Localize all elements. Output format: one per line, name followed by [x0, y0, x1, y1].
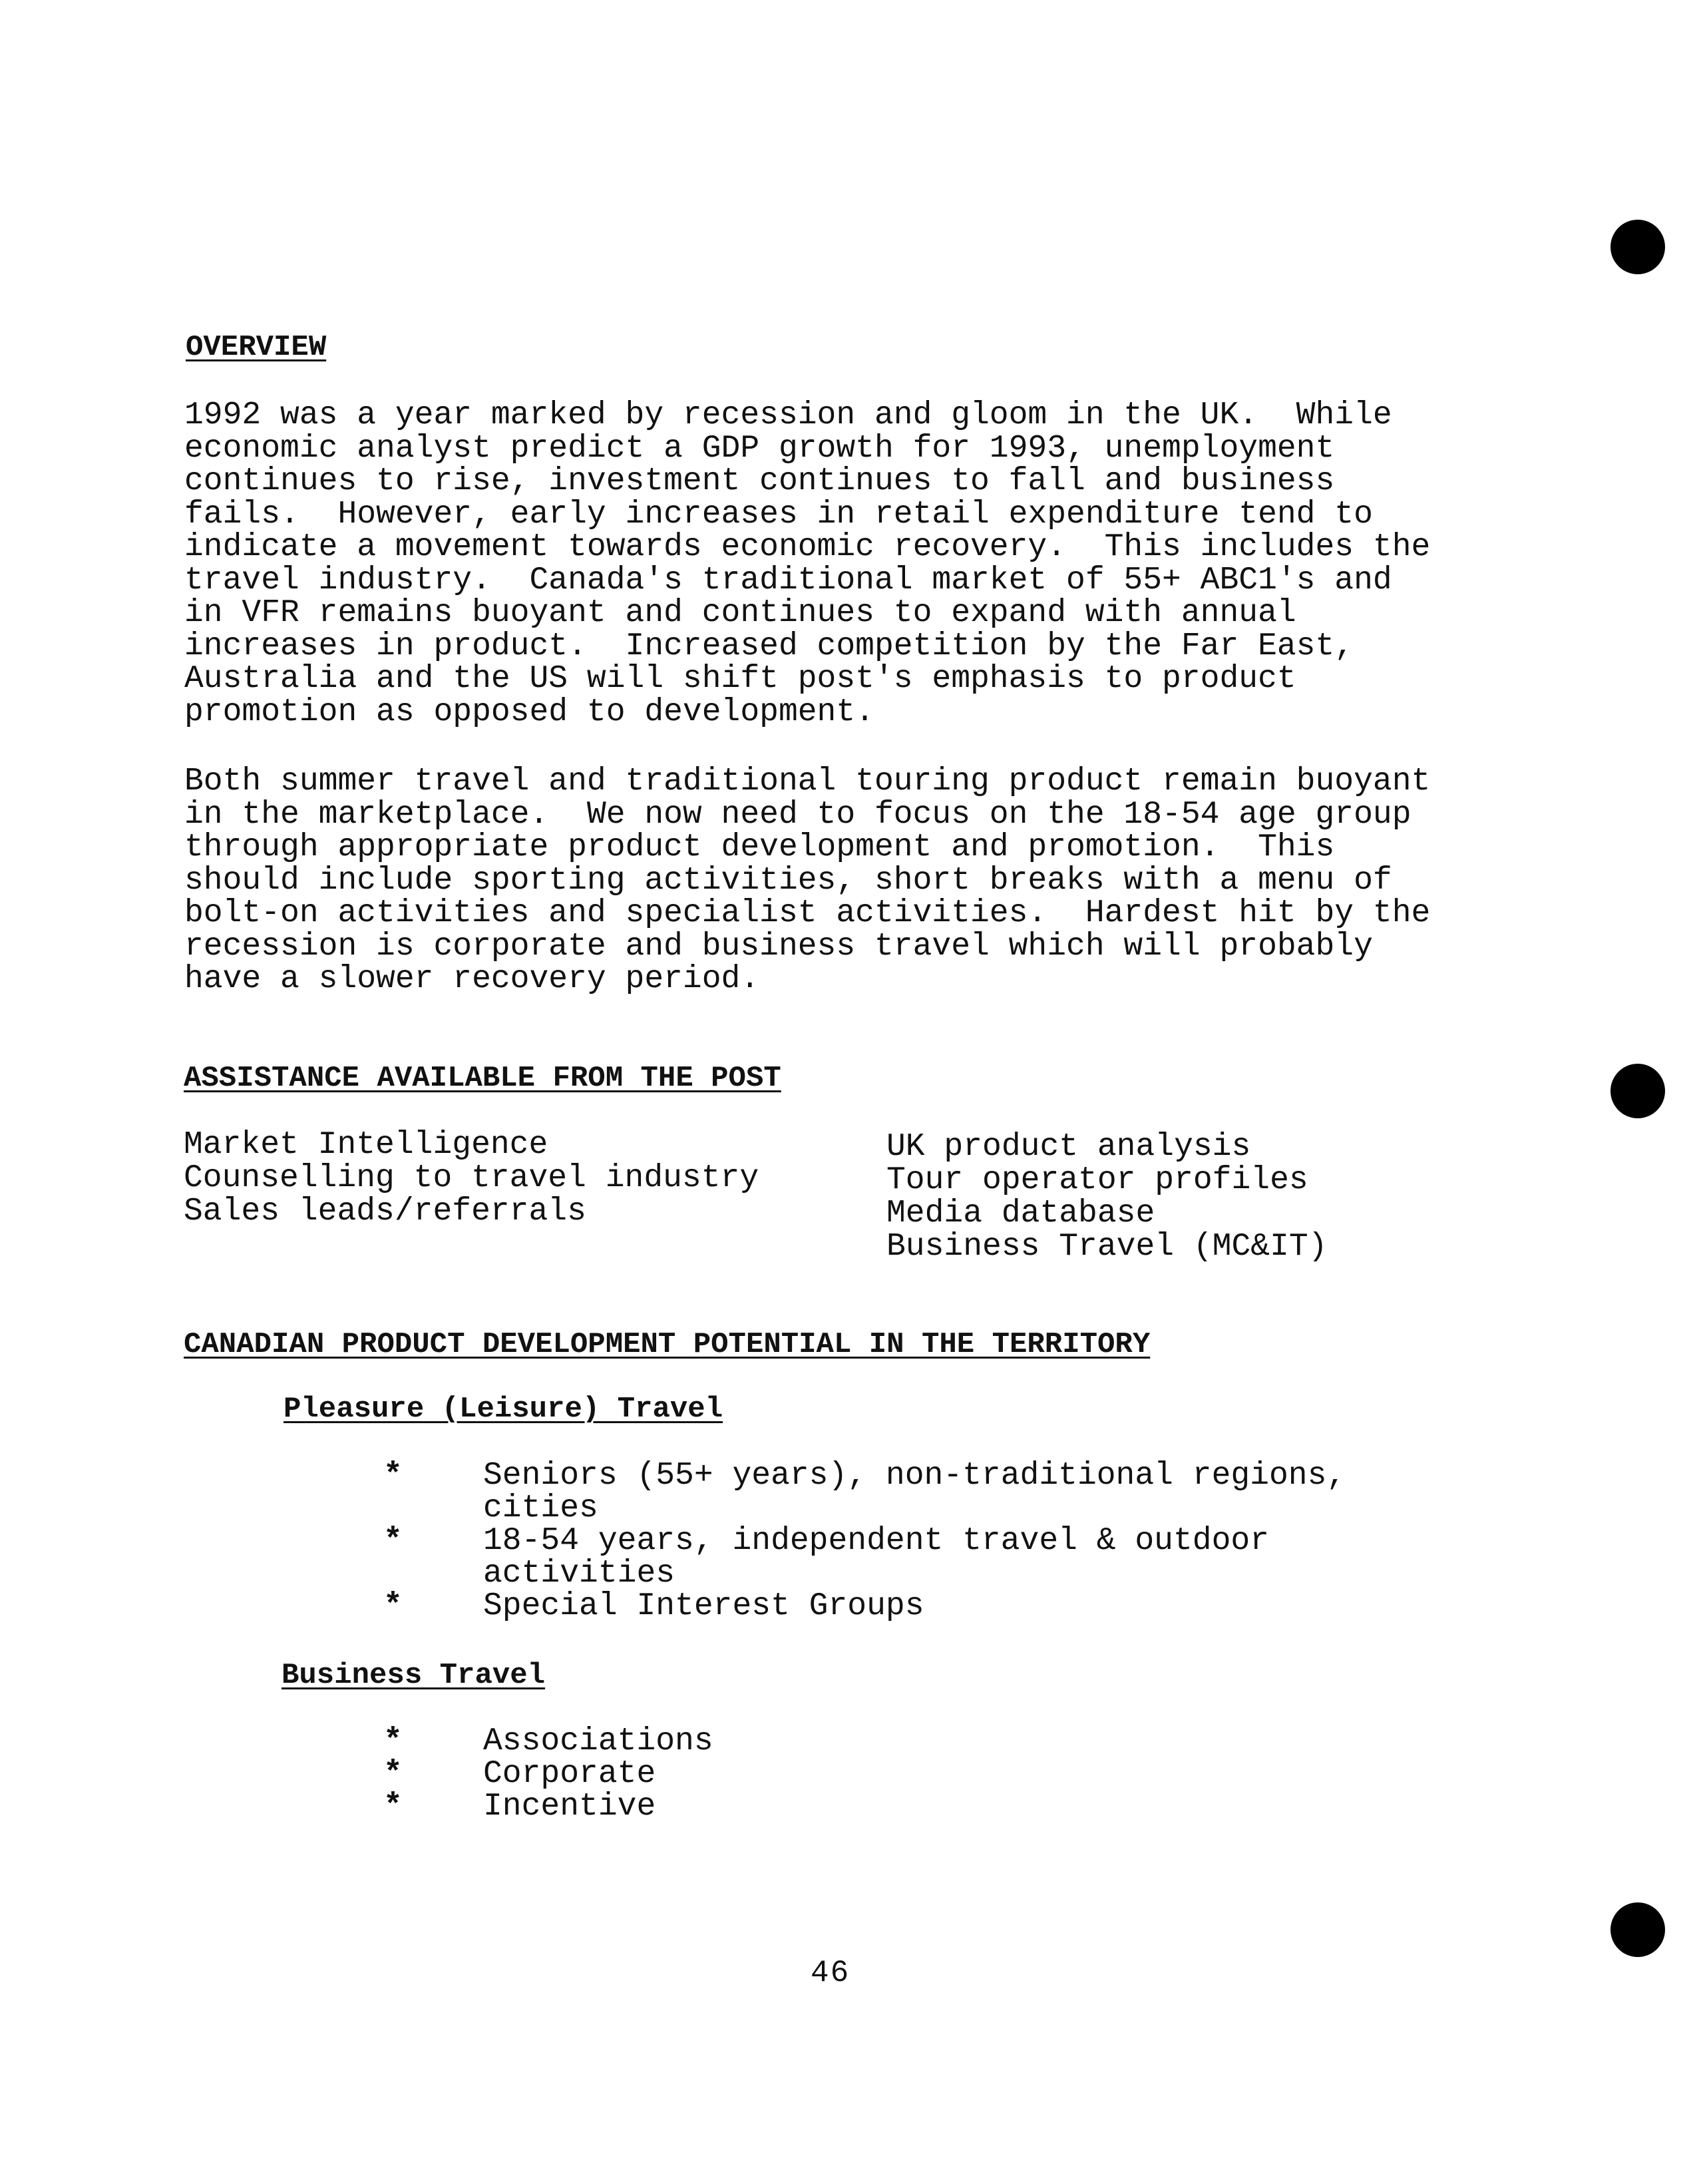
assistance-item: Sales leads/referrals: [184, 1194, 586, 1229]
bullet-star: *: [383, 1523, 403, 1559]
assistance-item: Market Intelligence: [184, 1127, 548, 1163]
assistance-heading: ASSISTANCE AVAILABLE FROM THE POST: [184, 1062, 781, 1095]
overview-paragraph-2: Both summer travel and traditional touring product remain buoyant in the marketplace. We now need to focus on the 18-54 age group through appropriate product development and promotion. This should include sporting activities, short breaks with a menu of bolt-on activities and specialist activities. Hardest hit by the recession is corporate and business travel which will probably have a slower recovery period.: [184, 764, 1431, 997]
list-item-text: Incentive: [483, 1789, 656, 1825]
overview-paragraph-1: 1992 was a year marked by recession and gloom in the UK. While economic analyst predict a GDP growth for 1993, unemployment continues to rise, investment continues to fall and business fails. However, early increases in retail expenditure tend to indicate a movement towards economic recovery. This includes the travel industry. Canada's traditional market of 55+ ABC1's and in VFR remains buoyant and continues to expand with annual increases in product. Increased competition by the Far East, Australia and the US will shift post's emphasis to product promotion as opposed to development.: [184, 397, 1431, 730]
list-item-text: Corporate: [483, 1756, 656, 1792]
list-item: [383, 1590, 1346, 1623]
potential-heading: CANADIAN PRODUCT DEVELOPMENT POTENTIAL IN THE TERRITORY: [184, 1328, 1151, 1361]
list-item: [383, 1758, 713, 1791]
list-item-text: Seniors (55+ years), non-traditional regions, cities: [483, 1458, 1346, 1526]
bullet-star: *: [383, 1789, 403, 1825]
business-travel-heading: Business Travel: [282, 1659, 546, 1692]
list-item: [383, 1791, 713, 1823]
assistance-right-list: [886, 1130, 1328, 1263]
bullet-star: *: [383, 1458, 403, 1494]
business-travel-list: [383, 1725, 713, 1823]
punch-hole-middle: [1610, 1064, 1665, 1118]
assistance-item: Tour operator profiles: [886, 1162, 1308, 1198]
overview-heading: OVERVIEW: [186, 331, 327, 364]
list-item-text: Associations: [483, 1723, 713, 1759]
bullet-star: *: [383, 1723, 403, 1759]
list-item: [383, 1460, 1346, 1525]
bullet-star: *: [383, 1756, 403, 1792]
list-item: [383, 1725, 713, 1758]
assistance-item: UK product analysis: [886, 1129, 1251, 1165]
punch-hole-bottom: [1610, 1902, 1665, 1957]
bullet-star: *: [383, 1588, 403, 1624]
list-item-text: Special Interest Groups: [483, 1588, 924, 1624]
assistance-item: Media database: [886, 1196, 1155, 1231]
assistance-left-list: [184, 1128, 759, 1228]
pleasure-travel-heading: Pleasure (Leisure) Travel: [284, 1393, 723, 1426]
pleasure-travel-list: [383, 1460, 1346, 1623]
assistance-item: Business Travel (MC&IT): [886, 1229, 1328, 1265]
page-number: 46: [811, 1956, 850, 1990]
assistance-item: Counselling to travel industry: [184, 1160, 759, 1196]
list-item: [383, 1525, 1346, 1590]
punch-hole-top: [1610, 220, 1665, 274]
list-item-text: 18-54 years, independent travel & outdoor activities: [483, 1523, 1269, 1592]
